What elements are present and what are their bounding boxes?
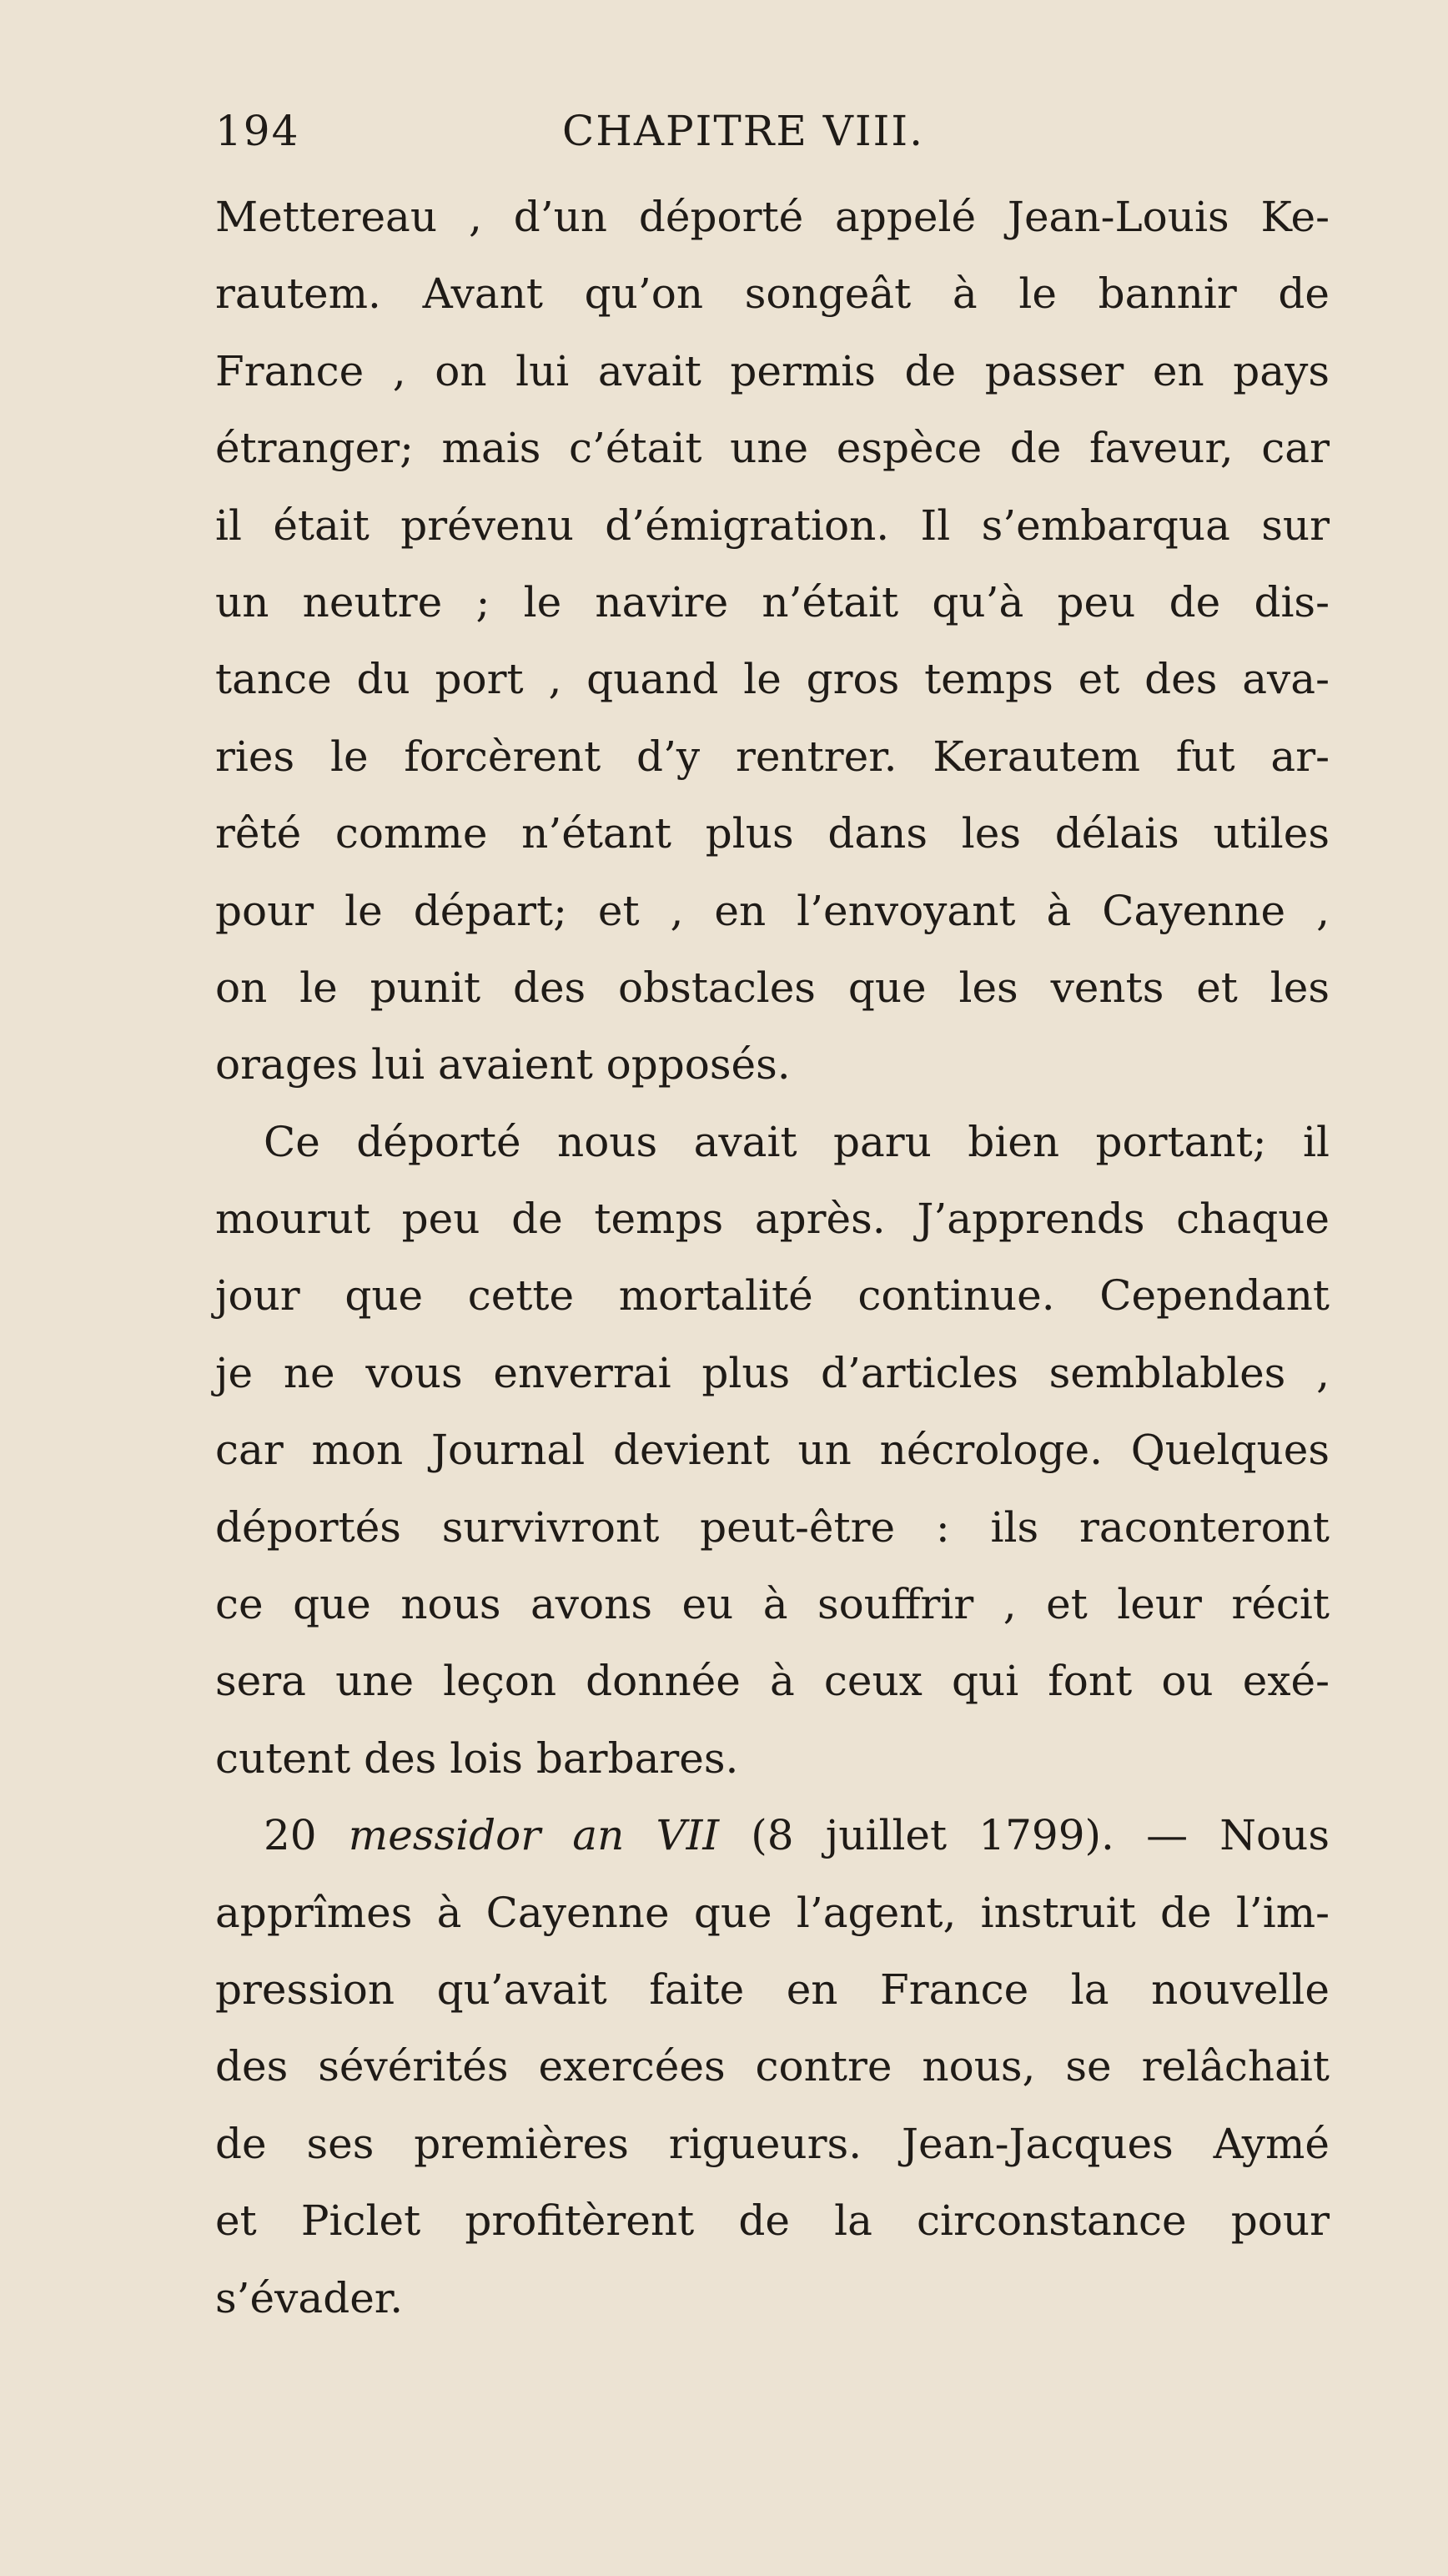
text-line: Ce déporté nous avait paru bien portant; il: [264, 1117, 1330, 1166]
text-line: on le punit des obstacles que les vents et les: [215, 963, 1330, 1012]
text-line: mourut peu de temps après. J’apprends chaque: [215, 1195, 1330, 1244]
text-line: un neutre ; le navire n’était qu’à peu de dis-: [215, 577, 1330, 626]
text-line: rautem. Avant qu’on songeât à le bannir de: [215, 269, 1330, 319]
text-line: ce que nous avons eu à souffrir , et leur récit: [215, 1580, 1330, 1629]
text-line: car mon Journal devient un nécrologe. Quelques: [215, 1426, 1330, 1475]
page-header: [215, 107, 1316, 165]
text-line: jour que cette mortalité continue. Cependant: [215, 1271, 1330, 1321]
text-line: cutent des lois barbares.: [215, 1733, 739, 1783]
text-line: Mettereau , d’un déporté appelé Jean-Louis Ke-: [215, 193, 1330, 241]
text-line: orages lui avaient opposés.: [215, 1040, 791, 1089]
date-italic: messidor an VII: [348, 1811, 720, 1860]
body-text: [215, 179, 1330, 2337]
text-line: des sévérités exercées contre nous, se relâchait: [215, 2042, 1330, 2091]
running-head: CHAPITRE VIII.: [562, 107, 925, 155]
text-line: de ses premières rigueurs. Jean-Jacques Aymé: [215, 2119, 1330, 2168]
text-line: pression qu’avait faite en France la nouvelle: [215, 1965, 1330, 2014]
date-line: [215, 1797, 1330, 1874]
text-line: déportés survivront peut-être : ils raconteront: [215, 1502, 1330, 1552]
text-line: France , on lui avait permis de passer en pays: [215, 346, 1330, 395]
text-line: étranger; mais c’était une espèce de faveur, car: [215, 424, 1330, 473]
text-line: apprîmes à Cayenne que l’agent, instruit de l’im-: [215, 1888, 1330, 1937]
date-rest: (8 juillet 1799). — Nous: [751, 1811, 1330, 1860]
text-line: pour le départ; et , en l’envoyant à Cayenne ,: [215, 886, 1330, 935]
text-line: et Piclet profitèrent de la circonstance pour: [215, 2196, 1330, 2246]
text-line: je ne vous enverrai plus d’articles semblables ,: [215, 1348, 1330, 1397]
page-number: 194: [215, 107, 300, 155]
date-number: 20: [264, 1811, 317, 1860]
text-line: ries le forcèrent d’y rentrer. Kerautem fut ar-: [215, 732, 1330, 781]
text-line: sera une leçon donnée à ceux qui font ou exé-: [215, 1657, 1330, 1706]
text-line: s’évader.: [215, 2273, 404, 2322]
text-line: il était prévenu d’émigration. Il s’embarqua sur: [215, 501, 1330, 550]
text-line: rêté comme n’étant plus dans les délais utiles: [215, 809, 1330, 858]
text-line: tance du port , quand le gros temps et des ava-: [215, 655, 1330, 704]
